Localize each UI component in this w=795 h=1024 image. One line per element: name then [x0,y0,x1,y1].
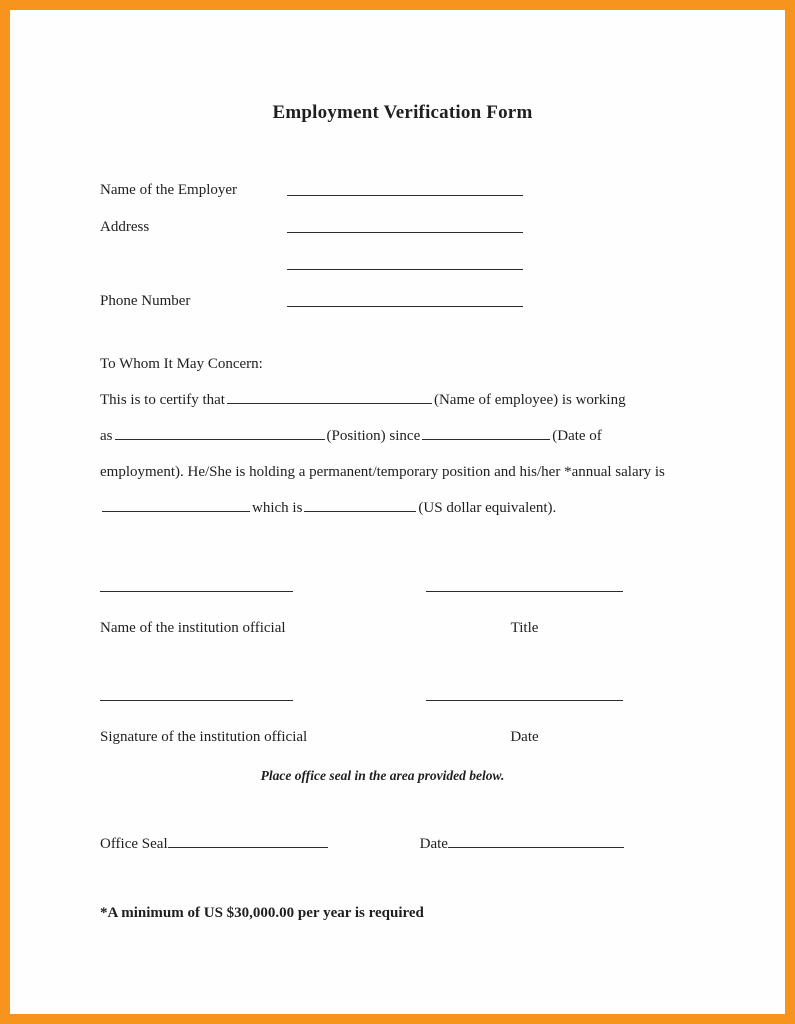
employer-name-row [100,162,705,199]
address-line-2[interactable] [287,268,523,270]
title-label: Title [510,620,539,636]
employee-name-blank[interactable] [227,388,432,404]
phone-label: Phone Number [100,293,191,309]
office-seal-blank[interactable] [168,832,328,848]
certify-suffix: (Name of employee) is working [433,392,626,408]
as-prefix: as [100,428,113,444]
seal-date-label: Date [419,836,448,852]
seal-date-blank[interactable] [448,832,624,848]
date-of-suffix: (Date of [552,428,602,444]
signature-lines-row-2 [100,699,705,701]
address-row-2 [100,236,705,273]
office-seal-label: Office Seal [100,836,168,852]
employment-line [100,454,705,490]
position-since: (Position) since [326,428,421,444]
minimum-salary-note: *A minimum of US $30,000.00 per year is required [100,905,424,921]
page-title: Employment Verification Form [272,102,533,123]
usd-blank[interactable] [304,496,416,512]
signature-lines-row-1 [100,590,705,592]
salutation [100,346,705,382]
signature-labels-row-1 [100,620,705,637]
body-paragraph [100,346,705,526]
address-line-1[interactable] [287,231,523,233]
phone-line[interactable] [287,305,523,307]
signature-date-label: Date [510,729,539,745]
certify-prefix: This is to certify that [100,392,225,408]
title-line[interactable] [426,590,623,592]
salary-blank[interactable] [102,496,250,512]
phone-row [100,273,705,310]
seal-instruction: Place office seal in the area provided below. [260,768,505,783]
salutation-text: To Whom It May Concern: [100,356,263,372]
address-row [100,199,705,236]
name-official-col [100,590,293,592]
since-date-blank[interactable] [422,424,550,440]
form-content [10,102,785,1024]
usd-suffix: (US dollar equivalent). [418,500,557,516]
name-official-line[interactable] [100,590,293,592]
signature-official-col [100,699,293,701]
employer-name-label: Name of the Employer [100,182,238,198]
signature-labels-row-2 [100,729,705,746]
signature-official-line[interactable] [100,699,293,701]
date-col [426,699,623,701]
certify-line [100,382,705,418]
employer-name-line[interactable] [287,194,523,196]
title-col [426,590,623,592]
name-official-label: Name of the institution official [100,620,286,636]
which-is: which is [252,500,303,516]
position-line [100,418,705,454]
signature-official-label: Signature of the institution official [100,729,308,745]
date-line[interactable] [426,699,623,701]
header-fields [100,162,705,310]
salary-line [100,490,705,526]
position-blank[interactable] [115,424,325,440]
office-seal-row [100,832,705,853]
address-label: Address [100,219,150,235]
employment-text: employment). He/She is holding a permanent/temporary position and his/her *annual salary is [100,464,665,480]
